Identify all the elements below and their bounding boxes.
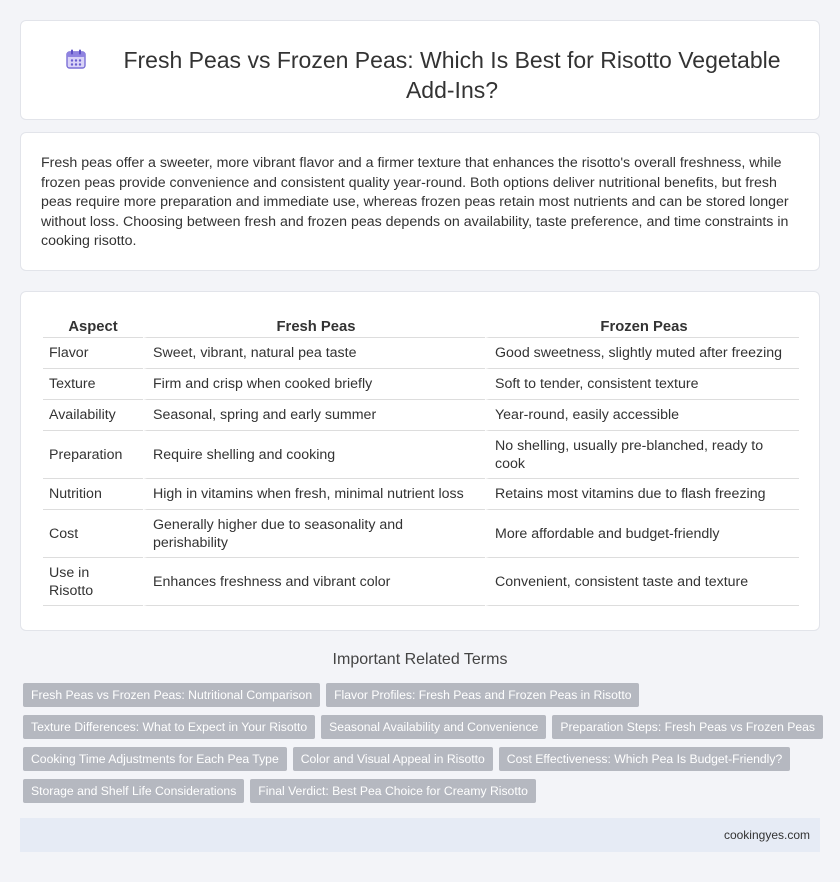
- header-frozen-peas: Frozen Peas: [485, 315, 799, 338]
- row-fresh: High in vitamins when fresh, minimal nutrient loss: [143, 479, 485, 510]
- row-frozen: Retains most vitamins due to flash freezing: [485, 479, 799, 510]
- footer-site-link[interactable]: cookingyes.com: [723, 828, 810, 842]
- row-aspect: Nutrition: [43, 479, 143, 510]
- table-row: [43, 400, 799, 431]
- related-terms: [23, 683, 816, 811]
- row-aspect: Use in Risotto: [43, 558, 143, 606]
- related-term-link[interactable]: Cost Effectiveness: Which Pea Is Budget-Friendly?: [499, 747, 790, 771]
- row-fresh: Sweet, vibrant, natural pea taste: [143, 338, 485, 369]
- row-aspect: Texture: [43, 369, 143, 400]
- related-term-link[interactable]: Cooking Time Adjustments for Each Pea Type: [23, 747, 287, 771]
- page-title: Fresh Peas vs Frozen Peas: Which Is Best for Risotto Vegetable Add-Ins?: [123, 47, 781, 103]
- row-frozen: Convenient, consistent taste and texture: [485, 558, 799, 606]
- tag-row: [23, 779, 813, 811]
- related-term-link[interactable]: Final Verdict: Best Pea Choice for Creamy Risotto: [250, 779, 536, 803]
- intro-paragraph: Fresh peas offer a sweeter, more vibrant flavor and a firmer texture that enhances the risotto's overall freshness, while frozen peas provide convenience and consistent quality year-round. Both options deliver nutritional benefits, but fresh peas require more preparation and immediate use, whereas frozen peas retain most nutrients and can be stored longer without loss. Choosing between fresh and frozen peas depends on availability, taste preference, and time constraints in cooking risotto.: [41, 155, 789, 250]
- row-fresh: Enhances freshness and vibrant color: [143, 558, 485, 606]
- related-term-link[interactable]: Color and Visual Appeal in Risotto: [293, 747, 493, 771]
- tag-row: [23, 747, 813, 779]
- row-fresh: Require shelling and cooking: [143, 431, 485, 479]
- row-aspect: Cost: [43, 510, 143, 558]
- related-term-link[interactable]: Fresh Peas vs Frozen Peas: Nutritional Comparison: [23, 683, 320, 707]
- comparison-card: [20, 291, 820, 631]
- row-frozen: Good sweetness, slightly muted after freezing: [485, 338, 799, 369]
- header-aspect: Aspect: [43, 315, 143, 338]
- header-fresh-peas: Fresh Peas: [143, 315, 485, 338]
- row-frozen: Year-round, easily accessible: [485, 400, 799, 431]
- row-frozen: Soft to tender, consistent texture: [485, 369, 799, 400]
- table-row: [43, 338, 799, 369]
- table-row: [43, 479, 799, 510]
- table-header-row: [43, 315, 799, 338]
- intro-card: [20, 132, 820, 271]
- title-card: [20, 20, 820, 120]
- table-row: [43, 369, 799, 400]
- table-row: [43, 558, 799, 606]
- row-aspect: Preparation: [43, 431, 143, 479]
- row-aspect: Flavor: [43, 338, 143, 369]
- table-row: [43, 431, 799, 479]
- row-fresh: Generally higher due to seasonality and perishability: [143, 510, 485, 558]
- row-aspect: Availability: [43, 400, 143, 431]
- row-fresh: Firm and crisp when cooked briefly: [143, 369, 485, 400]
- row-fresh: Seasonal, spring and early summer: [143, 400, 485, 431]
- related-term-link[interactable]: Texture Differences: What to Expect in Your Risotto: [23, 715, 315, 739]
- row-frozen: No shelling, usually pre-blanched, ready to cook: [485, 431, 799, 479]
- tag-row: [23, 715, 816, 747]
- related-term-link[interactable]: Seasonal Availability and Convenience: [321, 715, 546, 739]
- related-term-link[interactable]: Storage and Shelf Life Considerations: [23, 779, 244, 803]
- related-term-link[interactable]: Preparation Steps: Fresh Peas vs Frozen Peas: [552, 715, 823, 739]
- related-terms-heading: Important Related Terms: [332, 651, 508, 668]
- comparison-table: [43, 315, 799, 606]
- table-row: [43, 510, 799, 558]
- row-frozen: More affordable and budget-friendly: [485, 510, 799, 558]
- tag-row: [23, 683, 813, 715]
- footer: [20, 818, 820, 852]
- related-term-link[interactable]: Flavor Profiles: Fresh Peas and Frozen Peas in Risotto: [326, 683, 639, 707]
